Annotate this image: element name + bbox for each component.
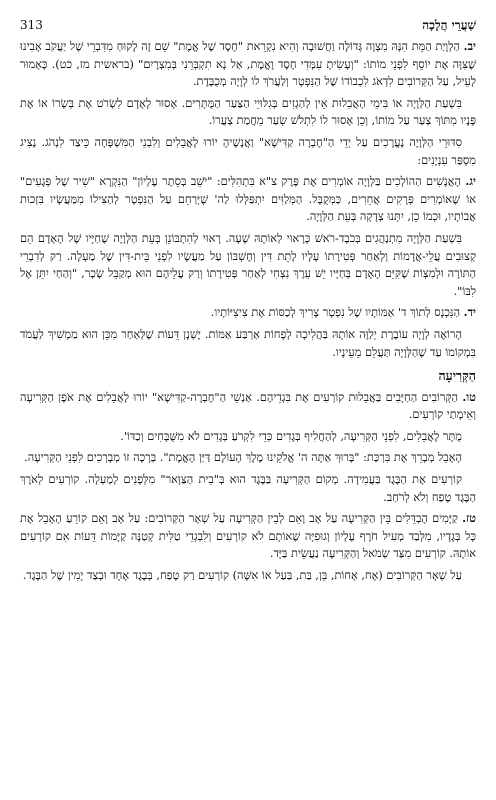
paragraph-text: בִּשְׁעַת הַלְּוָיָה מִתְנַהֲגִים בְּכֹבֶד-רֹאשׁ כָּרָאוּי לְאוֹתָהּ שָׁעָה. רָאוּי לְהִתְבּוֹנֵן בְּעֵת הַלְּוָיָה שֶׁחַיָּיו שֶׁל הָאָדָם הֵם קְצוּבִים עֲלֵי-אֲדָמוֹת וְלְאַחַר פְּטִירָתוֹ עָלָיו לָתֵת דִּין וְחֶשְׁבּוֹן עַל מַעֲשָׂיו לִפְנֵי בֵּית-דִּין שֶׁל מַעְלָה. רַק לְדִבְרֵי הַתּוֹרָה וּלְמִצְוֹת שֶׁקִּיֵּם הָאָדָם בְּחַיָּיו יֵשׁ עֵרֶךְ נִצְחִי לְאַחַר פְּטִירָתוֹ וְרַק עֲלֵיהֶם הוּא מְקַבֵּל שָׂכָר, "וְהַחַי יִתֵּן אֶל לִבּוֹ". [20, 231, 476, 298]
paragraph [20, 95, 476, 130]
paragraph [20, 38, 476, 91]
paragraph-text: קוֹרְעִים אֶת הַבֶּגֶד בַּעֲמִידָה. מְקוֹם הַקְּרִיעָה בַּבֶּגֶד הוּא בְּ"בֵית הַצַּוָּאר" מִלְּפָנִים לְמַעְלָה. קוֹרְעִים לְאֹרֶךְ הַבֶּגֶד טֶפַח וְלֹא לְרֹחַב. [20, 473, 476, 504]
paragraph-text: בִּשְׁעַת הַלְּוָיָה אוֹ בִּימֵי הָאֲבֵלוּת אֵין לְהַגְזִים בְּגִלּוּיֵי הַצַּעַר הַמֻּתָּרִים. אָסוּר לָאָדָם לִשְׂרֹט אֶת בְּשָׂרוֹ אוֹ אֶת פָּנָיו מִתּוֹךְ צַעַר עַל מוֹתוֹ, וְכֵן אָסוּר לוֹ לִתְלֹשׁ שְׂעַר מֵחֲמַת צַעֲרוֹ. [20, 96, 476, 128]
page-header [20, 12, 476, 38]
paragraph [20, 134, 476, 169]
paragraph-text: הַלְוָיַת הַמֵּת הִנָּהּ מִצְוָה גְּדוֹלָה וַחֲשׁוּבָה וְהִיא נִקְרֵאת "חֶסֶד שֶׁל אֱמֶת" שֵׁם זֶה לָקוּחַ מִדִּבְרֵי שֶׁל יַעֲקֹב אָבִינוּ שֶׁצִּוָּה אֶת יוֹסֵף לִפְנֵי מוֹתוֹ: "וְעָשִׂיתָ עִמָּדִי חֶסֶד וֶאֱמֶת, אַל נָא תִקְבְּרֵנִי בְּמִצְרָיִם" (בראשית מז, כט). כָּאָמוּר לְעֵיל, עַל הַקְּרוֹבִים לִדְאֹג לִכְבוֹדוֹ שֶׁל הַנִּפְטָר וְלַעֲרֹךְ לוֹ לְוָיָה מְכֻבֶּדֶת. [20, 40, 476, 89]
paragraph-number: טו. [462, 389, 477, 404]
section-paragraphs [20, 389, 476, 585]
paragraph-text: הָרוֹאֶה לְוָיָה עוֹבֶרֶת יְלַוֶּה אוֹתָהּ בַּהֲלִיכָה לְפָחוֹת אַרְבַּע אַמּוֹת. יֶשְׁנָן דֵּעוֹת שֶׁלְּאַחַר מִכֵּן הוּא מַמְשִׁיךְ לַעֲמֹד בִּמְקוֹמוֹ עַד שֶׁהַלְּוָיָה תַּעֲלֵם מֵעֵינָיו. [20, 327, 476, 359]
paragraph [20, 471, 476, 506]
paragraph-text: הָאֲנָשִׁים הַהוֹלְכִים בַּלְּוָיָה אוֹמְרִים אֶת פֶּרֶק צ"א בִּתְהִלִּים: "יֹשֵׁב בְּסֵתֶר עֶלְיוֹן" הַנִּקְרָא "שִׁיר שֶׁל פְּגָעִים" אוֹ שֶׁאוֹמְרִים פְּרָקִים אֲחֵרִים, כַּמְּקֻבָּל. הַמְּלַוִּים יִתְפַּלְּלוּ לַה' שֶׁיְּרַחֵם עַל הַנִּפְטָר לְהַצִּילוֹ מִמַּעֲשָׂיו בִּזְכוּת אֲבוֹתָיו, וּכְמוֹ כֵן, יִתְּנוּ צְדָקָה בְּעֵת הַלְּוָיָה. [20, 175, 476, 224]
paragraph [20, 173, 476, 226]
paragraph-number: יג. [465, 174, 476, 189]
paragraph [20, 304, 476, 322]
paragraph-text: עַל שְׁאָר הַקְּרוֹבִים (אָח, אָחוֹת, בֵּן, בַּת, בַּעַל אוֹ אִשָּׁה) קוֹרְעִים רַק טֶפַח, בְּבֶגֶד אֶחָד וּבְצַד יָמִין שֶׁל הַבֶּגֶד. [22, 569, 462, 583]
paragraph-text: הָאָבֵל מְבָרֵךְ אֶת בִּרְכַּת: "בָּרוּךְ אַתָּה ה' אֱלֹקֵינוּ מֶלֶךְ הָעוֹלָם דַּיַּן הָאֱמֶת". בְּרָכָה זוֹ מְבָרְכִים לִפְנֵי הַקְּרִיעָה. [24, 451, 462, 465]
page-number: 313 [20, 18, 43, 32]
paragraph-text: קַיָּמִים הֶבְדֵּלִים בֵּין הַקְּרִיעָה עַל אָב וָאֵם לְבֵין הַקְּרִיעָה עַל שְׁאָר הַקְּרוֹבִים: עַל אָב וָאֵם קוֹרֵעַ הָאָבֵל אֶת כָּל בְּגָדָיו, מִלְּבַד מְעִיל חֹרֶף עֶלְיוֹן וְגוּפִיָּה שֶׁאוֹתָם לֹא קוֹרְעִים וְלִבְגְדֵי טַלִּית קְטַנָּה קַיָּמוֹת דֵּעוֹת אִם קוֹרְעִים אוֹתָהּ. קוֹרְעִים מִצַּד שְׂמֹאל וְהַקְּרִיעָה נַעֲשֵׂית בַּיָּד. [20, 512, 476, 561]
paragraph [20, 510, 476, 563]
paragraph-number: יד. [463, 305, 476, 320]
running-title: שַׁעֲרֵי הֲלָכָה [422, 17, 476, 32]
page-content [20, 38, 476, 585]
paragraph [20, 449, 476, 467]
paragraph-text: מֻתָּר לָאֲבֵלִים, לִפְנֵי הַקְּרִיעָה, לְהַחֲלִיף בְּגָדִים כְּדֵי לִקְרֹעַ בְּגָדִים לֹא מִשֻּׁבָּחִים וְכַדּוֹ'. [120, 429, 462, 443]
paragraph-text: סִדּוּרֵי הַלְּוָיָה נֶעֱרָכִים עַל יְדֵי הַ"חֶבְרָה קַדִּישָׁא" וַאֲנָשֶׁיהָ יוֹרוּ לָאֲבֵלִים וְלִבְנֵי הַמִּשְׁפָּחָה כֵּיצַד לִנְהֹג. נָצִיג מִסְפַּר עִנְיָנִים: [20, 135, 476, 167]
paragraphs [20, 38, 476, 361]
paragraph [20, 428, 476, 446]
paragraph-text: הַנִּכְנָס לְתוֹךְ ד' אַמּוֹתָיו שֶׁל נִפְטָר צָרִיךְ לְכַסּוֹת אֶת צִיצִיּוֹתָיו. [210, 306, 461, 320]
section-title: הַקְּרִיעָה [438, 368, 476, 384]
paragraph-number: יב. [463, 39, 476, 53]
paragraph [20, 326, 476, 361]
paragraph-text: הַקְּרוֹבִים הַחַיָּבִים בַּאֲבֵלוּת קוֹרְעִים אֶת בִּגְדֵיהֶם. אַנְשֵׁי הַ"חֶבְרָה-קַדִּישָׁא" יוֹרוּ לָאֲבֵלִים אֶת אֹפֶן הַקְּרִיעָה וְאֵימָתַי קוֹרְעִים. [20, 390, 476, 422]
paragraph [20, 567, 476, 585]
paragraph-number: טז. [462, 511, 476, 526]
paragraph [20, 389, 476, 424]
paragraph [20, 230, 476, 300]
